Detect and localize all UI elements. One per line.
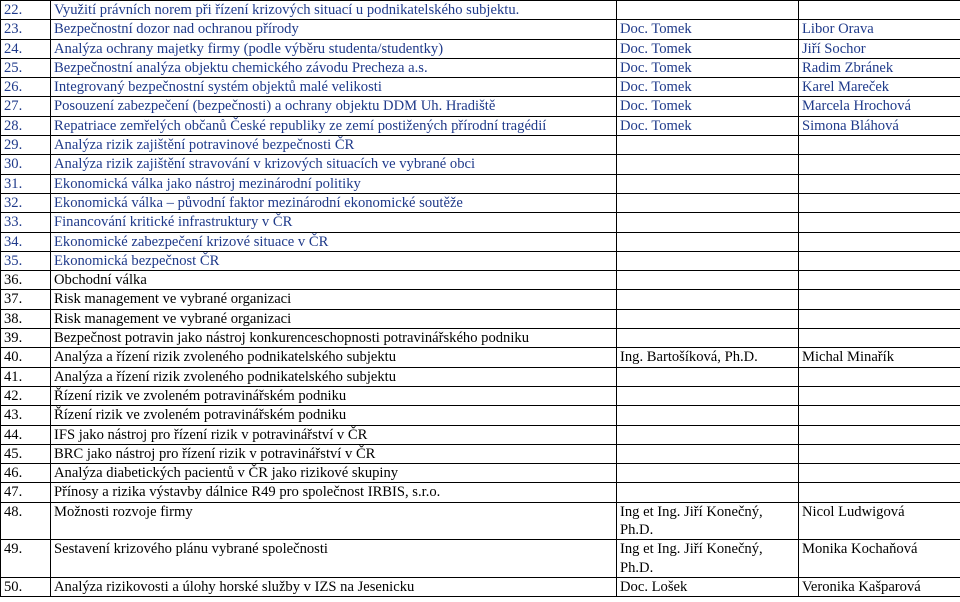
row-number: 38. — [1, 309, 51, 328]
supervisor-name: Ing et Ing. Jiří Konečný, Ph.D. — [617, 540, 799, 578]
supervisor-name: Doc. Tomek — [617, 20, 799, 39]
row-number: 37. — [1, 290, 51, 309]
row-number: 23. — [1, 20, 51, 39]
row-number: 31. — [1, 174, 51, 193]
supervisor-name: Doc. Tomek — [617, 58, 799, 77]
thesis-title: Bezpečnost potravin jako nástroj konkurenceschopnosti potravinářského podniku — [51, 329, 617, 348]
thesis-title: Ekonomické zabezpečení krizové situace v ČR — [51, 232, 617, 251]
supervisor-name — [617, 406, 799, 425]
thesis-title: Využití právních norem při řízení krizových situací u podnikatelského subjektu. — [51, 1, 617, 20]
supervisor-name: Doc. Tomek — [617, 78, 799, 97]
student-name — [799, 290, 960, 309]
student-name — [799, 193, 960, 212]
row-number: 40. — [1, 348, 51, 367]
student-name — [799, 232, 960, 251]
supervisor-name — [617, 174, 799, 193]
thesis-title: Možnosti rozvoje firmy — [51, 502, 617, 540]
table-row — [1, 464, 960, 483]
thesis-title: Analýza a řízení rizik zvoleného podnikatelského subjektu — [51, 348, 617, 367]
thesis-title: Řízení rizik ve zvoleném potravinářském podniku — [51, 386, 617, 405]
table-row — [1, 193, 960, 212]
row-number: 29. — [1, 136, 51, 155]
supervisor-name — [617, 251, 799, 270]
row-number: 39. — [1, 329, 51, 348]
thesis-title: Analýza rizik zajištění potravinové bezpečnosti ČR — [51, 136, 617, 155]
student-name — [799, 174, 960, 193]
table-row — [1, 367, 960, 386]
row-number: 28. — [1, 116, 51, 135]
student-name: Jiří Sochor — [799, 39, 960, 58]
student-name: Simona Bláhová — [799, 116, 960, 135]
student-name — [799, 271, 960, 290]
table-row — [1, 97, 960, 116]
row-number: 44. — [1, 425, 51, 444]
student-name: Radim Zbránek — [799, 58, 960, 77]
thesis-title: Sestavení krizového plánu vybrané společnosti — [51, 540, 617, 578]
table-row — [1, 1, 960, 20]
supervisor-name — [617, 329, 799, 348]
thesis-title: Analýza rizik zajištění stravování v krizových situacích ve vybrané obci — [51, 155, 617, 174]
student-name: Libor Orava — [799, 20, 960, 39]
student-name: Marcela Hrochová — [799, 97, 960, 116]
row-number: 34. — [1, 232, 51, 251]
thesis-title: Posouzení zabezpečení (bezpečnosti) a ochrany objektu DDM Uh. Hradiště — [51, 97, 617, 116]
table-row — [1, 20, 960, 39]
table-row — [1, 58, 960, 77]
table-row — [1, 406, 960, 425]
supervisor-name — [617, 155, 799, 174]
thesis-title: Ekonomická válka – původní faktor mezinárodní ekonomické soutěže — [51, 193, 617, 212]
supervisor-name — [617, 425, 799, 444]
supervisor-name — [617, 386, 799, 405]
supervisor-name — [617, 367, 799, 386]
student-name — [799, 425, 960, 444]
row-number: 49. — [1, 540, 51, 578]
row-number: 35. — [1, 251, 51, 270]
table-row — [1, 290, 960, 309]
row-number: 46. — [1, 464, 51, 483]
thesis-title: IFS jako nástroj pro řízení rizik v potravinářství v ČR — [51, 425, 617, 444]
thesis-title: Integrovaný bezpečnostní systém objektů malé velikosti — [51, 78, 617, 97]
table-row — [1, 348, 960, 367]
student-name: Michal Minařík — [799, 348, 960, 367]
supervisor-name: Doc. Tomek — [617, 39, 799, 58]
thesis-title: Analýza a řízení rizik zvoleného podnikatelského subjektu — [51, 367, 617, 386]
row-number: 36. — [1, 271, 51, 290]
student-name — [799, 1, 960, 20]
thesis-title: Ekonomická válka jako nástroj mezinárodní politiky — [51, 174, 617, 193]
thesis-topics-body — [1, 1, 960, 597]
supervisor-name — [617, 271, 799, 290]
supervisor-name — [617, 193, 799, 212]
student-name — [799, 464, 960, 483]
thesis-title: Obchodní válka — [51, 271, 617, 290]
table-row — [1, 251, 960, 270]
thesis-title: Risk management ve vybrané organizaci — [51, 290, 617, 309]
table-row — [1, 329, 960, 348]
table-row — [1, 174, 960, 193]
table-row — [1, 232, 960, 251]
table-row — [1, 213, 960, 232]
table-row — [1, 116, 960, 135]
table-row — [1, 425, 960, 444]
thesis-title: BRC jako nástroj pro řízení rizik v potravinářství v ČR — [51, 444, 617, 463]
table-row — [1, 577, 960, 596]
student-name: Veronika Kašparová — [799, 577, 960, 596]
table-row — [1, 271, 960, 290]
supervisor-name — [617, 1, 799, 20]
supervisor-name — [617, 444, 799, 463]
row-number: 45. — [1, 444, 51, 463]
row-number: 30. — [1, 155, 51, 174]
student-name — [799, 483, 960, 502]
supervisor-name — [617, 483, 799, 502]
student-name: Karel Mareček — [799, 78, 960, 97]
row-number: 43. — [1, 406, 51, 425]
supervisor-name — [617, 232, 799, 251]
row-number: 42. — [1, 386, 51, 405]
student-name — [799, 444, 960, 463]
student-name — [799, 367, 960, 386]
table-row — [1, 136, 960, 155]
thesis-title: Řízení rizik ve zvoleném potravinářském podniku — [51, 406, 617, 425]
thesis-title: Analýza diabetických pacientů v ČR jako rizikové skupiny — [51, 464, 617, 483]
supervisor-name — [617, 290, 799, 309]
student-name — [799, 251, 960, 270]
thesis-title: Financování kritické infrastruktury v ČR — [51, 213, 617, 232]
table-row — [1, 502, 960, 540]
thesis-title: Risk management ve vybrané organizaci — [51, 309, 617, 328]
supervisor-name: Ing et Ing. Jiří Konečný, Ph.D. — [617, 502, 799, 540]
supervisor-name: Doc. Lošek — [617, 577, 799, 596]
table-row — [1, 386, 960, 405]
student-name — [799, 155, 960, 174]
row-number: 22. — [1, 1, 51, 20]
table-row — [1, 540, 960, 578]
thesis-title: Analýza ochrany majetky firmy (podle výběru studenta/studentky) — [51, 39, 617, 58]
row-number: 48. — [1, 502, 51, 540]
thesis-title: Repatriace zemřelých občanů České republiky ze zemí postižených přírodní tragédií — [51, 116, 617, 135]
row-number: 50. — [1, 577, 51, 596]
student-name — [799, 309, 960, 328]
row-number: 41. — [1, 367, 51, 386]
table-row — [1, 444, 960, 463]
table-row — [1, 78, 960, 97]
thesis-title: Analýza rizikovosti a úlohy horské služby v IZS na Jesenicku — [51, 577, 617, 596]
table-row — [1, 155, 960, 174]
row-number: 47. — [1, 483, 51, 502]
table-row — [1, 309, 960, 328]
student-name — [799, 213, 960, 232]
student-name — [799, 386, 960, 405]
thesis-title: Bezpečnostní analýza objektu chemického závodu Precheza a.s. — [51, 58, 617, 77]
row-number: 24. — [1, 39, 51, 58]
student-name — [799, 406, 960, 425]
thesis-title: Přínosy a rizika výstavby dálnice R49 pro společnost IRBIS, s.r.o. — [51, 483, 617, 502]
supervisor-name: Ing. Bartošíková, Ph.D. — [617, 348, 799, 367]
supervisor-name — [617, 464, 799, 483]
row-number: 26. — [1, 78, 51, 97]
thesis-title: Bezpečnostní dozor nad ochranou přírody — [51, 20, 617, 39]
student-name: Monika Kochaňová — [799, 540, 960, 578]
supervisor-name: Doc. Tomek — [617, 116, 799, 135]
supervisor-name — [617, 136, 799, 155]
student-name: Nicol Ludwigová — [799, 502, 960, 540]
supervisor-name: Doc. Tomek — [617, 97, 799, 116]
table-row — [1, 483, 960, 502]
row-number: 32. — [1, 193, 51, 212]
thesis-title: Ekonomická bezpečnost ČR — [51, 251, 617, 270]
student-name — [799, 329, 960, 348]
student-name — [799, 136, 960, 155]
row-number: 33. — [1, 213, 51, 232]
row-number: 27. — [1, 97, 51, 116]
table-row — [1, 39, 960, 58]
row-number: 25. — [1, 58, 51, 77]
supervisor-name — [617, 213, 799, 232]
supervisor-name — [617, 309, 799, 328]
